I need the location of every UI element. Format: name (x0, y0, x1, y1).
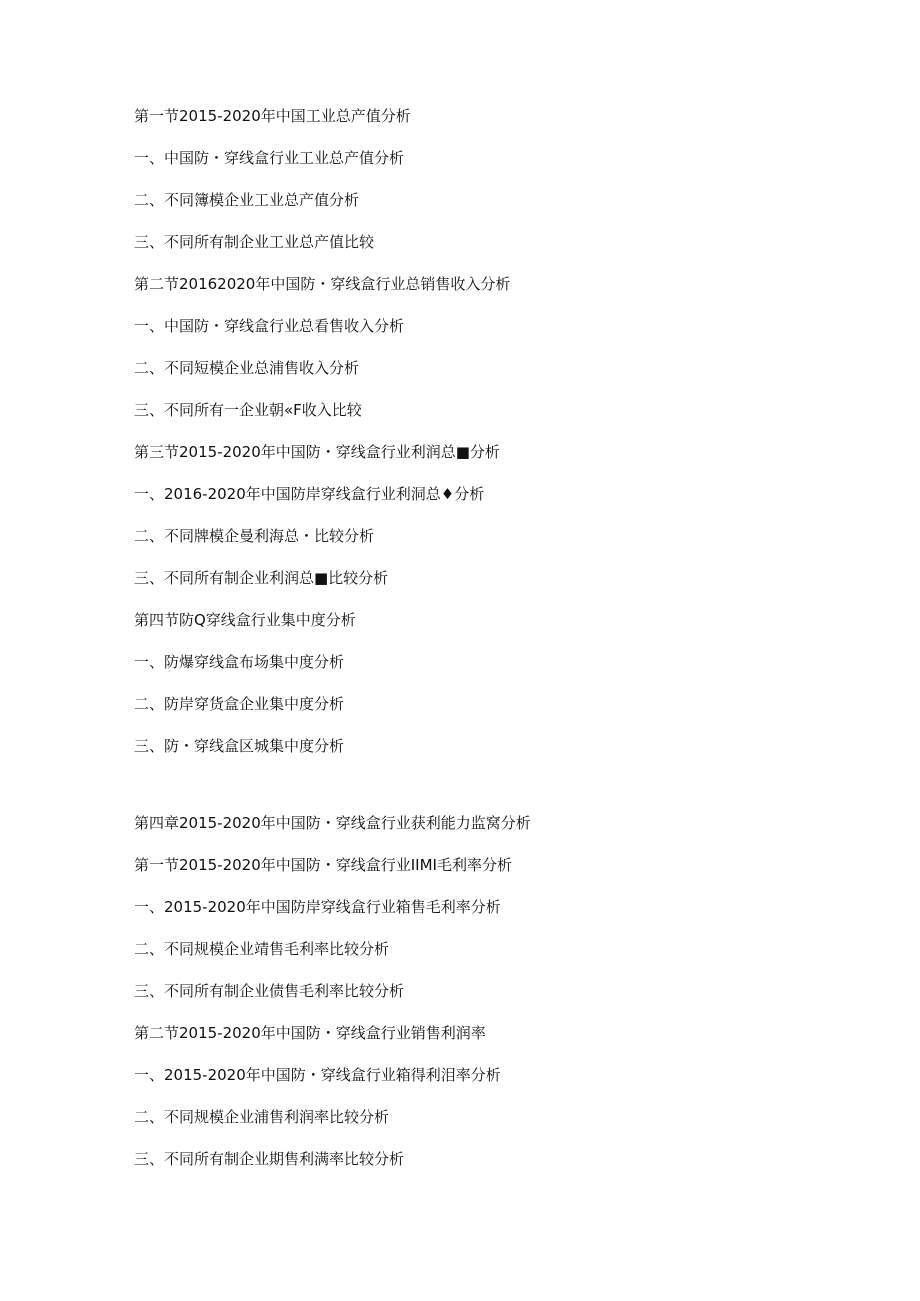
toc-item: 二、不同牌模企曼利海总・比较分析 (134, 527, 375, 545)
toc-item: 一、2016-2020年中国防岸穿线盒行业利洞总♦分析 (134, 485, 485, 503)
toc-section-heading: 第四节防Q穿线盒行业集中度分析 (134, 611, 356, 629)
toc-item: 三、不同所有制企业债售毛利率比较分析 (134, 982, 405, 1000)
toc-section-heading: 第二节20162020年中国防・穿线盒行业总销售收入分析 (134, 275, 511, 293)
toc-item: 二、不同短模企业总浦售收入分析 (134, 359, 360, 377)
toc-item: 三、不同所有制企业利润总■比较分析 (134, 569, 389, 587)
toc-item: 一、防爆穿线盒布场集中度分析 (134, 653, 345, 671)
toc-item: 二、不同规模企业浦售利润率比较分析 (134, 1108, 390, 1126)
toc-item: 一、中国防・穿线盒行业总看售收入分析 (134, 317, 405, 335)
toc-item: 三、不同所有一企业朝«F收入比较 (134, 401, 362, 419)
toc-section-heading: 第一节2015-2020年中国防・穿线盒行业IIMI毛利率分析 (134, 856, 512, 874)
toc-item: 二、不同规模企业靖售毛利率比较分析 (134, 940, 390, 958)
toc-item: 一、2015-2020年中国防岸穿线盒行业箱售毛利率分析 (134, 898, 501, 916)
toc-item: 一、2015-2020年中国防・穿线盒行业箱得利泪率分析 (134, 1066, 501, 1084)
toc-section-heading: 第二节2015-2020年中国防・穿线盒行业销售利润率 (134, 1024, 486, 1042)
toc-section-heading: 第三节2015-2020年中国防・穿线盒行业利润总■分析 (134, 443, 500, 461)
toc-item: 三、不同所有制企业工业总产值比较 (134, 233, 375, 251)
toc-item: 三、不同所有制企业期售利满率比较分析 (134, 1150, 405, 1168)
toc-item: 一、中国防・穿线盒行业工业总产值分析 (134, 149, 405, 167)
toc-section-heading: 第一节2015-2020年中国工业总产值分析 (134, 107, 411, 125)
toc-item: 二、防岸穿货盒企业集中度分析 (134, 695, 345, 713)
toc-chapter-heading: 第四章2015-2020年中国防・穿线盒行业获利能力监窝分析 (134, 814, 531, 832)
toc-item: 二、不同簿模企业工业总产值分析 (134, 191, 360, 209)
toc-item: 三、防・穿线盒区城集中度分析 (134, 737, 345, 755)
